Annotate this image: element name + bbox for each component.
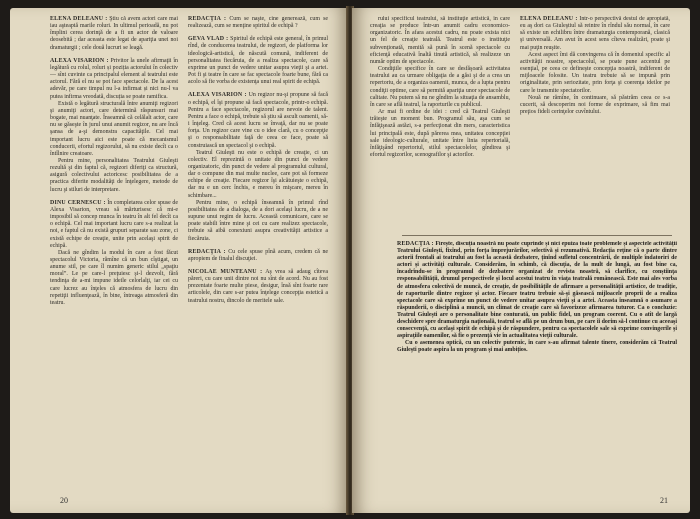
speaker-name: ALEXA VISARION : (188, 92, 247, 99)
page-number-left: 20 (60, 496, 68, 505)
paragraph-text: Condiţiile specifice în care se desfăşoară activitatea teatrului au ca urmare obligaţia de a găsi şi de a crea un repertoriu, de a organiza oamenii, munca, de a lupta pentru condiţii optime, care să permită apariţia unor spectacole de calitate. Nu putem să nu ne gîndim la situaţia de ansamblu, în care se află teatrul, la raporturile cu publicul. (370, 66, 510, 108)
left-page (10, 8, 348, 513)
paragraph-text: Într-o perspectivă destul de apropiată, eu aş dori ca Giuleştiul să reintre în rîndul său normal, în care să existe un echilibru între dramaturgia contemporană, clasică şi universală. Am avut în acest sens cîteva realizări, poate şi mai puţin reuşite. (520, 16, 670, 51)
speaker-name: ELENA DELEANU : (520, 16, 578, 22)
paragraph (50, 250, 178, 307)
paragraph (50, 158, 178, 194)
paragraph (188, 92, 328, 149)
paragraph-text: Cu cele spuse pînă acum, credem că ne apropiem de finalul discuţiei. (188, 248, 328, 262)
paragraph-text: Pentru mine, o echipă înseamnă în primul rînd posibilitatea de a dialoga, de a dori acelaşi lucru, de a ne supune unui regim de lucru. Această comunicare, care se poate stabili între mine şi cei cu care realizez spectacole, trebuie să aibă conexiuni asupra creativităţii artistice a fiecăruia. (188, 199, 328, 242)
paragraph (370, 16, 510, 66)
paragraph-text: rului specificul teatrului, să instituţie artistică, în care creaţia se produce într-un anumit cadru economico-organizatoric. În afara acestui cadru, nu poate exista nici un fel de creaţie teatrală. Teatrul este o instituţie subvenţionată, menită să pună în scenă spectacole cu eficienţă educativă înaltă tinută artistică, să realizeze un număr optim de spectacole. (370, 16, 510, 65)
right-page (352, 8, 690, 513)
paragraph-text: Un regizor nu-şi propune să facă o echipă, el îşi propune să facă spectacole, printr-o echipă. Pentru a face spectacole, regizorul are nevoie de talent. Pentru a face o echipă, trebuie să ştiu să ascult oamenii, să-i înţeleg. Cred că acest lucru se învaţă, dar nu se poate forţa. Un regizor care vine cu o idee clară, cu o concepţie şi o responsabilitate faţă de ceea ce face, poate să construiască un spectacol şi o echipă. (188, 92, 328, 149)
paragraph (188, 200, 328, 243)
paragraph-text: În completarea celor spuse de Alexa Visarion, vreau să mărturisesc că mi-e imposibil să concep munca în teatru în alt fel decît ca o echipă. Cel mai important lucru care s-a realizat la noi, e faptul că nu există grupuri separate sau zone, ci există echipe de creaţie, unite prin acelaşi spirit de echipă. (50, 199, 178, 249)
paragraph (520, 52, 670, 95)
paragraph-text: Pentru mine, personalitatea Teatrului Giuleşti rezultă şi din faptul că, regizori diferiţi ca structură, asigură colectivului actoricesc posibilitatea de a practica diferite modalităţi de înţelegere, metode de lucru şi stiluri de interpretare. (50, 157, 178, 193)
paragraph (188, 16, 328, 30)
paragraph (50, 58, 178, 101)
paragraph-text: Teatrul Giuleşti nu este o echipă de creaţie, ci un colectiv. El reprezintă o unitate din punct de vedere organizatoric, din punct de vedere al programului cultural, dar o compune din mai multe nuclee, care pot să formeze echipe de creaţie. Fiecare regizor îşi alcătuieşte o echipă, dar nu e un cerc închis, e mereu în mişcare, mereu în schimbare... (188, 149, 328, 199)
paragraph-text: Privitor la unele afirmaţii în legătură cu rolul, roluri și poziția actorului în colectiv — sînt cuvinte ca principalul element al teatrului este actorul. Fără el nu se pot face spectacole. De la acest adevăr, pe care timpul nu l-a infirmat și nici nu-l va putea infirma vreodată, discuția se poate ramifica. (50, 57, 178, 100)
speaker-name: REDACŢIA : (188, 248, 226, 255)
paragraph (50, 200, 178, 250)
speaker-name: ALEXA VISARION : (50, 57, 109, 64)
editorial-note (397, 241, 677, 355)
paragraph (520, 95, 670, 116)
paragraph (520, 16, 670, 52)
paragraph (370, 66, 510, 109)
editorial-closing: Cu o asemenea optică, cu un colectiv puternic, în care s-au afirmat talente tinere, considerăm că Teatrul Giuleşti poate aspira la un program şi mai ambițios. (397, 340, 677, 354)
left-column-1 (50, 16, 178, 476)
page-number-right: 21 (660, 496, 668, 505)
left-column-2 (188, 16, 328, 476)
paragraph-text: Ar mai fi ordine de idei : cred că Teatrul Giuleşti trăieşte un moment bun. Programul său, aşa cum se înfăţişează astăzi, s-a perfecţionat din mers, caracteristica lui principală este, după părerea mea, unitatea concepţiei sale ideologic-culturale, unitate între linia repertorială, înfăţişând repertoriul, stilul spectacolelor, gîndirea şi efortul regizorilor, scenografilor şi actorilor. (370, 109, 510, 158)
paragraph (188, 269, 328, 305)
speaker-name: NICOLAE MUNTEANU : (188, 269, 263, 275)
paragraph-text: Există o legătură structurală între anumiţi regizori şi anumiţi actori, care determină răspunsuri mai bogate, mai nuanţate. Înseamnă că celălalt actor, care nu se găseşte în jurul unui anumit regizor, nu are încă şansa de a-şi demonstra capacităţile. Cel mai important lucru aici este poate că mecanismul conducerii, efortul regizorului, să nu existe decît ca o întîlnire creatoare. (50, 100, 178, 157)
paragraph (370, 109, 510, 159)
editorial-text: Firește, discuția noastră nu poate cuprinde și nici epuiza toate problemele și aspectele activității Teatrului Giulești, fixînd, prin forța împrejurărilor, selectivă și rezumativă. Redacția reţine că o parte dintre actorii frontali ai teatrului au fost la această dezbatere, ținînd sufletul concentrării, de multiple îndatoriri de actori și activități culturale. Considerăm, în schimb, că discuţia, de la mult de lungă, au fost bine ca, încadrîndu-se în programul de dezbatere organizat de revista noastră, să clarifice, cu conștiinţa responsabilității, drumul perspectivele și locul acestui teatru în viaţa teatrală românească. Este mai ales vorba de atmosfera colectivă de muncă, de creație, de posibilitățile de afirmare a personalității artistice, de tradiție, de raporturile dintre regizor şi actor. Fiecare teatru trebuie să-şi găsească mijloacele proprii de a realiza spectacole care să exprime un punct de vedere unitar asupra vieţii şi a artei. Aceasta înseamnă o asumare a răspunderii, o disciplină a muncii, un climat de creaţie care să favorizeze afirmarea tuturor. Ca o concluzie: Teatrul Giuleşti are o personalitate bine conturată, un public fidel, un program coerent. Cu o atît de largă deschidere spre dramaturgia naţională, teatrul se află pe un drum bun, pe care îi dorim să-l continue cu aceeaşi consecvenţă, cu acelaşi spirit de echipă şi de răspundere, pentru ca spectacolele sale să exprime convingerile şi aspiraţiile oamenilor, să fie o prezenţă vie în actualitatea vieţii culturale. (397, 241, 677, 340)
paragraph (188, 36, 328, 86)
editorial-speaker: REDACŢIA : (397, 241, 434, 247)
paragraph-text: Acest aspect îmi dă convingerea că în domeniul specific al activităţii noastre, spectacolul, se poate pune accentul pe esenţial, pe ceea ce defineşte concepţia noastră, indiferent de mijloacele folosite. Un teatru trebuie să se impună prin originalitate, prin seriozitate, prin forţa şi coerenţa ideilor pe care le transmite spectatorilor. (520, 51, 670, 94)
paragraph (188, 150, 328, 200)
paragraph-text: Cum se naşte, cine generează, cum se realizează, cum se menţine spiritul de echipă ? (188, 16, 328, 30)
speaker-name: GEVA VLAD : (188, 36, 229, 43)
paragraph (50, 16, 178, 52)
speaker-name: REDACŢIA : (188, 16, 227, 22)
paragraph (188, 249, 328, 263)
right-column-1 (370, 16, 510, 231)
right-column-2 (520, 16, 670, 231)
speaker-name: DINU CERNESCU : (50, 199, 106, 206)
paragraph-text: Aş vrea să adaug cîteva păreri, cu care unii dintre noi nu sînt de acord. Nu au fost prezentate foarte multe piese, desigur, însă sînt foarte rare articolele, din care s-ar putea înţelege concepţia estetică a teatrului nostru, dincolo de meritele sale. (188, 269, 328, 304)
paragraph-text: Spiritul de echipă este general, în primul rînd, de conducerea teatrului, de regizori, de platforma lor ideologică-artistică, de născută comună, indiferent de personalitatea fiecăruia, de a realiza spectacole, care să exprime un punct de vedere unitar asupra vieţii şi a artei. Pot fi şi teatre în care se fac spectacole foarte bune, fără ca acolo să fie vorba de existenţa unui real spirit de echipă. (188, 36, 328, 86)
paragraph-text: Ştiu că avem actori care mai iau aşteaptă marile roluri. In ultimul perioadă, nu pot împlini cerea dorinţă de a fi un actor de valoare deosebită ; dar aceasta este legat de apariţia unei noi dramaturgii ; cele două lucruri se leagă. (50, 16, 178, 51)
editorial-divider (402, 235, 672, 236)
paragraph-text: Dacă ne gîndim la modul în care a fost făcut spectacolul Victoria, rămîne că un bun cîştigat, un anume stil, pe care îl numim generic stilul „spaţiu moral”. Le pe care-l preţuiesc şi-l dezvolt, fără tendinţa de a-mi impune ideile celorlalţi, iar cei cu care lucrez au înţeles că atmosfera de lucru din repetiţii influenţează, în bine, întreaga atmosferă din teatru. (50, 249, 178, 306)
paragraph-text: Nouă ne rămîne, în continuare, să păstrăm ceea ce s-a cucerit, să descoperim noi forme de exprimare, să fim mai preţios fideli cerinţelor cuvîntului. (520, 94, 670, 116)
speaker-name: ELENA DELEANU : (50, 16, 108, 22)
paragraph (50, 101, 178, 158)
